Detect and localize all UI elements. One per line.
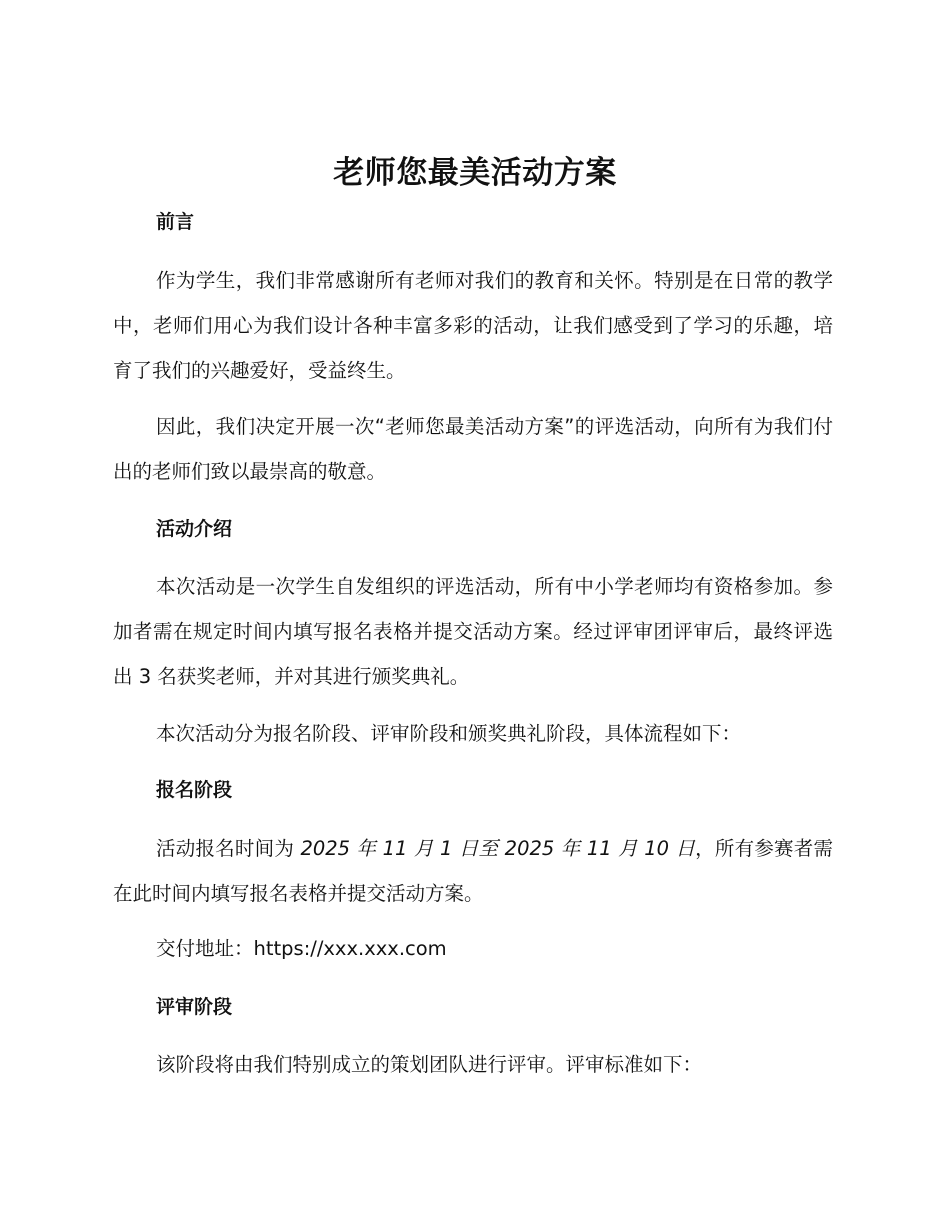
- paragraph-review-1: 该阶段将由我们特别成立的策划团队进行评审。评审标准如下：: [156, 1053, 703, 1076]
- registration-text-after: ，所有参赛者需在此时间内填写报名表格并提交活动方案。: [113, 837, 833, 905]
- paragraph-registration-1: [113, 826, 833, 916]
- paragraph-preface-2: 因此，我们决定开展一次“老师您最美活动方案”的评选活动，向所有为我们付出的老师们致以最崇高的敬意。: [113, 415, 833, 483]
- heading-review: 评审阶段: [156, 996, 233, 1018]
- registration-date-range: 2025 年 11 月 1 日至 2025 年 11 月 10 日: [300, 837, 696, 860]
- paragraph-intro-1: 本次活动是一次学生自发组织的评选活动，所有中小学老师均有资格参加。参加者需在规定时间内填写报名表格并提交活动方案。经过评审团评审后，最终评选出 3 名获奖老师，并对其进行颁奖典礼。: [113, 575, 833, 688]
- submission-address: 交付地址：https://xxx.xxx.com: [156, 937, 447, 960]
- document-title: 老师您最美活动方案: [333, 155, 617, 191]
- heading-preface: 前言: [156, 211, 195, 233]
- paragraph-intro-2: 本次活动分为报名阶段、评审阶段和颁奖典礼阶段，具体流程如下：: [156, 722, 742, 745]
- heading-intro: 活动介绍: [156, 518, 233, 540]
- registration-text-before: 活动报名时间为: [156, 837, 301, 860]
- heading-registration: 报名阶段: [156, 779, 233, 801]
- paragraph-preface-1: 作为学生，我们非常感谢所有老师对我们的教育和关怀。特别是在日常的教学中，老师们用心为我们设计各种丰富多彩的活动，让我们感受到了学习的乐趣，培育了我们的兴趣爱好，受益终生。: [113, 269, 833, 382]
